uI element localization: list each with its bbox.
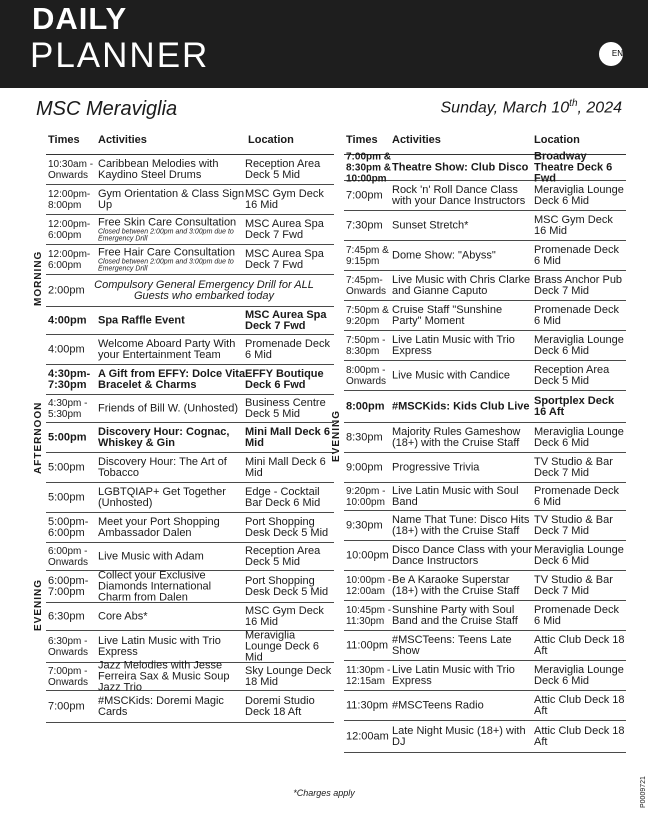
event-location: Port Shopping Desk Deck 5 Mid bbox=[245, 574, 329, 598]
schedule-row bbox=[46, 571, 334, 603]
event-activity bbox=[76, 280, 332, 302]
schedule-row bbox=[344, 631, 626, 661]
event-location: Meraviglia Lounge Deck 6 Mid bbox=[534, 425, 624, 449]
event-time: 7:50pm - 8:30pm bbox=[346, 334, 386, 357]
schedule-row bbox=[344, 483, 626, 511]
event-activity-text: Live Latin Music with Trio Express bbox=[392, 333, 515, 357]
schedule-row bbox=[344, 511, 626, 541]
schedule-row bbox=[46, 335, 334, 365]
right-schedule-rows bbox=[344, 150, 626, 753]
activities-header: Activities bbox=[98, 134, 147, 146]
event-activity bbox=[98, 427, 246, 449]
event-activity-text: LGBTQIAP+ Get Together (Unhosted) bbox=[98, 485, 226, 509]
event-time: 6:00pm - Onwards bbox=[48, 545, 89, 568]
title-line-2: PLANNER bbox=[30, 36, 210, 75]
event-activity bbox=[98, 159, 246, 181]
event-time: 12:00am bbox=[346, 730, 389, 742]
event-time: 5:00pm bbox=[48, 491, 85, 503]
event-activity bbox=[392, 401, 534, 412]
event-activity bbox=[392, 220, 534, 231]
schedule-row bbox=[344, 361, 626, 391]
schedule-row bbox=[46, 245, 334, 275]
event-activity bbox=[392, 575, 534, 597]
event-activity bbox=[98, 369, 246, 391]
event-activity-text: Late Night Music (18+) with DJ bbox=[392, 724, 526, 748]
event-activity-text: Live Latin Music with Trio Express bbox=[98, 634, 221, 658]
schedule-row bbox=[344, 211, 626, 241]
event-activity bbox=[98, 517, 246, 539]
left-column-header bbox=[46, 126, 334, 155]
event-activity bbox=[392, 726, 534, 748]
schedule-row bbox=[344, 241, 626, 271]
schedule-row bbox=[344, 181, 626, 211]
event-activity-text: Spa Raffle Event bbox=[98, 314, 185, 326]
schedule-row bbox=[46, 215, 334, 245]
event-time: 10:30am - Onwards bbox=[48, 158, 94, 181]
schedule-row bbox=[344, 571, 626, 601]
event-activity bbox=[392, 335, 534, 357]
event-location: TV Studio & Bar Deck 7 Mid bbox=[534, 513, 613, 537]
schedule-row bbox=[344, 331, 626, 361]
event-time: 7:45pm- Onwards bbox=[346, 274, 387, 297]
right-schedule-column bbox=[344, 126, 626, 753]
event-activity bbox=[392, 462, 534, 473]
event-time: 7:00pm & 8:30pm & 10:00pm bbox=[346, 151, 392, 184]
event-activity bbox=[98, 247, 246, 272]
times-header: Times bbox=[48, 134, 80, 146]
event-time: 7:00pm - Onwards bbox=[48, 665, 89, 688]
event-location: Meraviglia Lounge Deck 6 Mid bbox=[534, 663, 624, 687]
event-activity bbox=[392, 275, 534, 297]
event-time: 4:30pm - 5:30pm bbox=[48, 397, 88, 420]
event-activity-text: Theatre Show: Club Disco bbox=[392, 161, 529, 173]
event-location: Mini Mall Deck 6 Mid bbox=[245, 425, 330, 449]
event-activity bbox=[98, 339, 246, 361]
event-activity-text: Majority Rules Gameshow (18+) with the Cruise Staff bbox=[392, 425, 521, 449]
times-header: Times bbox=[346, 134, 378, 146]
schedule-row bbox=[46, 483, 334, 513]
event-location: Brass Anchor Pub Deck 7 Mid bbox=[534, 273, 623, 297]
section-morning-label: MORNING bbox=[33, 250, 44, 306]
event-location: TV Studio & Bar Deck 7 Mid bbox=[534, 455, 613, 479]
event-activity bbox=[98, 487, 246, 509]
event-location: Port Shopping Desk Deck 5 Mid bbox=[245, 515, 329, 539]
event-time: 6:30pm - Onwards bbox=[48, 635, 89, 658]
event-time: 7:00pm bbox=[346, 189, 383, 201]
event-note: Closed between 2:00pm and 3:00pm due to Emergency Drill bbox=[98, 258, 234, 272]
event-location: Doremi Studio Deck 18 Aft bbox=[245, 694, 315, 718]
event-activity-text: #MSCTeens: Teens Late Show bbox=[392, 633, 512, 657]
schedule-row bbox=[46, 659, 334, 693]
event-location: Reception Area Deck 5 Mid bbox=[245, 157, 321, 181]
event-activity bbox=[98, 551, 246, 562]
event-activity bbox=[392, 665, 534, 687]
event-activity bbox=[392, 700, 534, 711]
schedule-row bbox=[46, 185, 334, 215]
event-activity bbox=[392, 605, 534, 627]
schedule-row bbox=[344, 391, 626, 423]
schedule-row bbox=[344, 271, 626, 301]
event-activity-text: Live Music with Chris Clarke and Gianne Caputo bbox=[392, 273, 531, 297]
event-location: TV Studio & Bar Deck 7 Mid bbox=[534, 573, 613, 597]
schedule-row bbox=[46, 365, 334, 395]
schedule-row bbox=[344, 601, 626, 631]
event-location: Promenade Deck 6 Mid bbox=[534, 243, 619, 267]
schedule-row bbox=[46, 453, 334, 483]
event-location: Edge - Cocktail Bar Deck 6 Mid bbox=[245, 485, 321, 509]
event-location: Attic Club Deck 18 Aft bbox=[534, 693, 625, 717]
event-activity bbox=[98, 611, 246, 622]
event-activity-text: Live Latin Music with Soul Band bbox=[392, 484, 519, 508]
event-activity-text: #MSCKids: Doremi Magic Cards bbox=[98, 694, 224, 718]
event-time: 12:00pm- 6:00pm bbox=[48, 218, 91, 241]
event-time: 6:30pm bbox=[48, 610, 85, 622]
schedule-row bbox=[46, 691, 334, 723]
event-activity-text: Rock 'n' Roll Dance Class with your Dance Instructors bbox=[392, 183, 526, 207]
event-activity-text: Caribbean Melodies with Kaydino Steel Drums bbox=[98, 157, 219, 181]
event-location: MSC Aurea Spa Deck 7 Fwd bbox=[245, 217, 324, 241]
event-activity-text: Sunshine Party with Soul Band and the Cruise Staff bbox=[392, 603, 518, 627]
schedule-row bbox=[344, 301, 626, 331]
planner-date: Sunday, March 10th, 2024 bbox=[440, 98, 622, 117]
event-activity bbox=[392, 545, 534, 567]
event-activity-text: Cruise Staff "Sunshine Party" Moment bbox=[392, 303, 503, 327]
schedule-row bbox=[344, 423, 626, 453]
schedule-row bbox=[344, 150, 626, 184]
event-activity-text: Live Music with Adam bbox=[98, 550, 204, 562]
event-activity-text: Progressive Trivia bbox=[392, 461, 480, 473]
event-activity bbox=[392, 635, 534, 657]
section-evening-left-label: EVENING bbox=[33, 578, 44, 631]
event-activity-text: Friends of Bill W. (Unhosted) bbox=[98, 402, 238, 414]
event-location: Attic Club Deck 18 Aft bbox=[534, 633, 625, 657]
event-time: 9:20pm - 10:00pm bbox=[346, 485, 386, 508]
event-location: Meraviglia Lounge Deck 6 Mid bbox=[534, 333, 624, 357]
event-location: MSC Aurea Spa Deck 7 Fwd bbox=[245, 247, 324, 271]
event-time: 5:00pm bbox=[48, 461, 85, 473]
event-activity bbox=[98, 403, 246, 414]
location-header: Location bbox=[534, 134, 580, 146]
event-activity bbox=[392, 162, 534, 173]
event-activity-text: Be A Karaoke Superstar (18+) with the Cruise Staff bbox=[392, 573, 520, 597]
event-location: Meraviglia Lounge Deck 6 Mid bbox=[534, 543, 624, 567]
event-time: 5:00pm bbox=[48, 431, 87, 443]
event-time: 7:50pm & 9:20pm bbox=[346, 304, 389, 327]
event-location: Meraviglia Lounge Deck 6 Mid bbox=[534, 183, 624, 207]
event-activity bbox=[392, 250, 534, 261]
event-time: 9:30pm bbox=[346, 519, 383, 531]
event-activity-text: Collect your Exclusive Diamonds International Charm from Dalen bbox=[98, 569, 212, 603]
schedule-row bbox=[46, 155, 334, 185]
event-activity bbox=[392, 427, 534, 449]
event-activity-text: Core Abs* bbox=[98, 610, 148, 622]
event-activity bbox=[98, 457, 246, 479]
section-evening-right-label: EVENING bbox=[331, 409, 342, 462]
event-time: 8:30pm bbox=[346, 431, 383, 443]
event-time: 11:00pm bbox=[346, 639, 388, 651]
event-location: MSC Gym Deck 16 Mid bbox=[534, 213, 613, 237]
schedule-row bbox=[46, 543, 334, 571]
event-location: MSC Aurea Spa Deck 7 Fwd bbox=[245, 308, 327, 332]
event-activity bbox=[98, 217, 246, 242]
event-activity bbox=[392, 305, 534, 327]
event-activity-text: Discovery Hour: The Art of Tobacco bbox=[98, 455, 227, 479]
event-location: MSC Gym Deck 16 Mid bbox=[245, 604, 324, 628]
event-time: 8:00pm - Onwards bbox=[346, 364, 387, 387]
left-schedule-rows bbox=[46, 155, 334, 723]
event-location: Promenade Deck 6 Mid bbox=[534, 603, 619, 627]
event-activity bbox=[98, 189, 246, 211]
event-time: 8:00pm bbox=[346, 400, 385, 412]
schedule-row bbox=[46, 513, 334, 543]
location-header: Location bbox=[248, 134, 294, 146]
event-activity bbox=[392, 370, 534, 381]
event-note: Closed between 2:00pm and 3:00pm due to Emergency Drill bbox=[98, 228, 234, 242]
event-activity bbox=[98, 315, 246, 326]
event-location: Reception Area Deck 5 Mid bbox=[534, 363, 610, 387]
event-location: Mini Mall Deck 6 Mid bbox=[245, 455, 326, 479]
planner-header bbox=[0, 0, 648, 88]
event-location: Promenade Deck 6 Mid bbox=[245, 337, 330, 361]
ship-name: MSC Meraviglia bbox=[36, 98, 178, 120]
event-location: MSC Gym Deck 16 Mid bbox=[245, 187, 324, 211]
event-location: Sportplex Deck 16 Aft bbox=[534, 394, 615, 418]
schedule-row bbox=[344, 661, 626, 691]
event-activity-text: Compulsory General Emergency Drill for ALL Guests who embarked today bbox=[94, 278, 314, 302]
event-activity bbox=[392, 486, 534, 508]
event-time: 9:00pm bbox=[346, 461, 383, 473]
event-activity bbox=[98, 570, 246, 603]
event-time: 12:00pm- 6:00pm bbox=[48, 248, 91, 271]
event-activity-text: #MSCKids: Kids Club Live bbox=[392, 400, 530, 412]
event-activity bbox=[392, 185, 534, 207]
event-time: 10:00pm - 12:00am bbox=[346, 574, 392, 597]
event-activity-text: Meet your Port Shopping Ambassador Dalen bbox=[98, 515, 220, 539]
title-line-1: DAILY bbox=[32, 1, 128, 36]
schedule-row bbox=[344, 541, 626, 571]
event-time: 2:00pm bbox=[48, 284, 85, 296]
event-activity-text: Discovery Hour: Cognac, Whiskey & Gin bbox=[98, 425, 230, 449]
event-activity-text: Dome Show: "Abyss" bbox=[392, 249, 496, 261]
event-time: 12:00pm- 8:00pm bbox=[48, 188, 91, 211]
event-activity-text: Live Music with Candice bbox=[392, 369, 510, 381]
event-activity bbox=[98, 660, 246, 693]
event-location: Meraviglia Lounge Deck 6 Mid bbox=[245, 629, 319, 663]
event-location: Promenade Deck 6 Mid bbox=[534, 484, 619, 508]
event-time: 10:00pm bbox=[346, 549, 389, 561]
event-activity-text: #MSCTeens Radio bbox=[392, 699, 484, 711]
charges-note: *Charges apply bbox=[293, 788, 355, 798]
event-activity bbox=[98, 636, 246, 658]
event-activity-text: Free Hair Care Consultation bbox=[98, 246, 235, 258]
schedule-row bbox=[46, 307, 334, 335]
schedule-row bbox=[46, 395, 334, 423]
schedule-row bbox=[344, 691, 626, 721]
event-time: 11:30pm - 12:15am bbox=[346, 664, 391, 687]
event-activity-text: Live Latin Music with Trio Express bbox=[392, 663, 515, 687]
event-location: Promenade Deck 6 Mid bbox=[534, 303, 619, 327]
event-activity-text: Free Skin Care Consultation bbox=[98, 216, 237, 228]
activities-header: Activities bbox=[392, 134, 441, 146]
event-activity bbox=[392, 515, 534, 537]
event-time: 10:45pm - 11:30pm bbox=[346, 604, 392, 627]
event-time: 7:00pm bbox=[48, 700, 85, 712]
event-time: 5:00pm- 6:00pm bbox=[48, 515, 89, 539]
event-time: 4:30pm- 7:30pm bbox=[48, 367, 91, 391]
event-time: 7:30pm bbox=[346, 219, 383, 231]
event-location: Attic Club Deck 18 Aft bbox=[534, 724, 625, 748]
event-time: 4:00pm bbox=[48, 343, 85, 355]
event-location: Broadway Theatre Deck 6 Fwd bbox=[534, 150, 613, 184]
schedule-row bbox=[46, 603, 334, 631]
event-activity-text: Welcome Aboard Party With your Entertainment Team bbox=[98, 337, 236, 361]
event-location: Reception Area Deck 5 Mid bbox=[245, 544, 321, 568]
event-activity-text: Disco Dance Class with your Dance Instructors bbox=[392, 543, 532, 567]
event-activity-text: Gym Orientation & Class Sign Up bbox=[98, 187, 245, 211]
event-time: 11:30pm bbox=[346, 699, 388, 711]
event-activity-text: A Gift from EFFY: Dolce Vita Bracelet & Charms bbox=[98, 367, 246, 391]
schedule-row bbox=[344, 721, 626, 753]
schedule-row bbox=[344, 453, 626, 483]
schedule-row bbox=[46, 275, 334, 307]
event-activity-text: Name That Tune: Disco Hits (18+) with the Cruise Staff bbox=[392, 513, 530, 537]
event-time: 6:00pm- 7:00pm bbox=[48, 574, 89, 598]
event-activity-text: Sunset Stretch* bbox=[392, 219, 469, 231]
event-location: EFFY Boutique Deck 6 Fwd bbox=[245, 367, 324, 391]
schedule-row bbox=[46, 423, 334, 453]
event-activity-text: Jazz Melodies with Jesse Ferreira Sax & Music Soup Jazz Trio bbox=[98, 659, 230, 693]
event-time: 4:00pm bbox=[48, 314, 87, 326]
left-schedule-column bbox=[46, 126, 334, 723]
event-location: Sky Lounge Deck 18 Mid bbox=[245, 664, 332, 688]
section-afternoon-label: AFTERNOON bbox=[33, 401, 44, 474]
language-badge[interactable]: EN bbox=[599, 42, 623, 66]
event-location: Business Centre Deck 5 Mid bbox=[245, 396, 326, 420]
event-activity bbox=[98, 696, 246, 718]
document-code: P0009721 bbox=[640, 776, 647, 808]
event-time: 7:45pm & 9:15pm bbox=[346, 244, 389, 267]
